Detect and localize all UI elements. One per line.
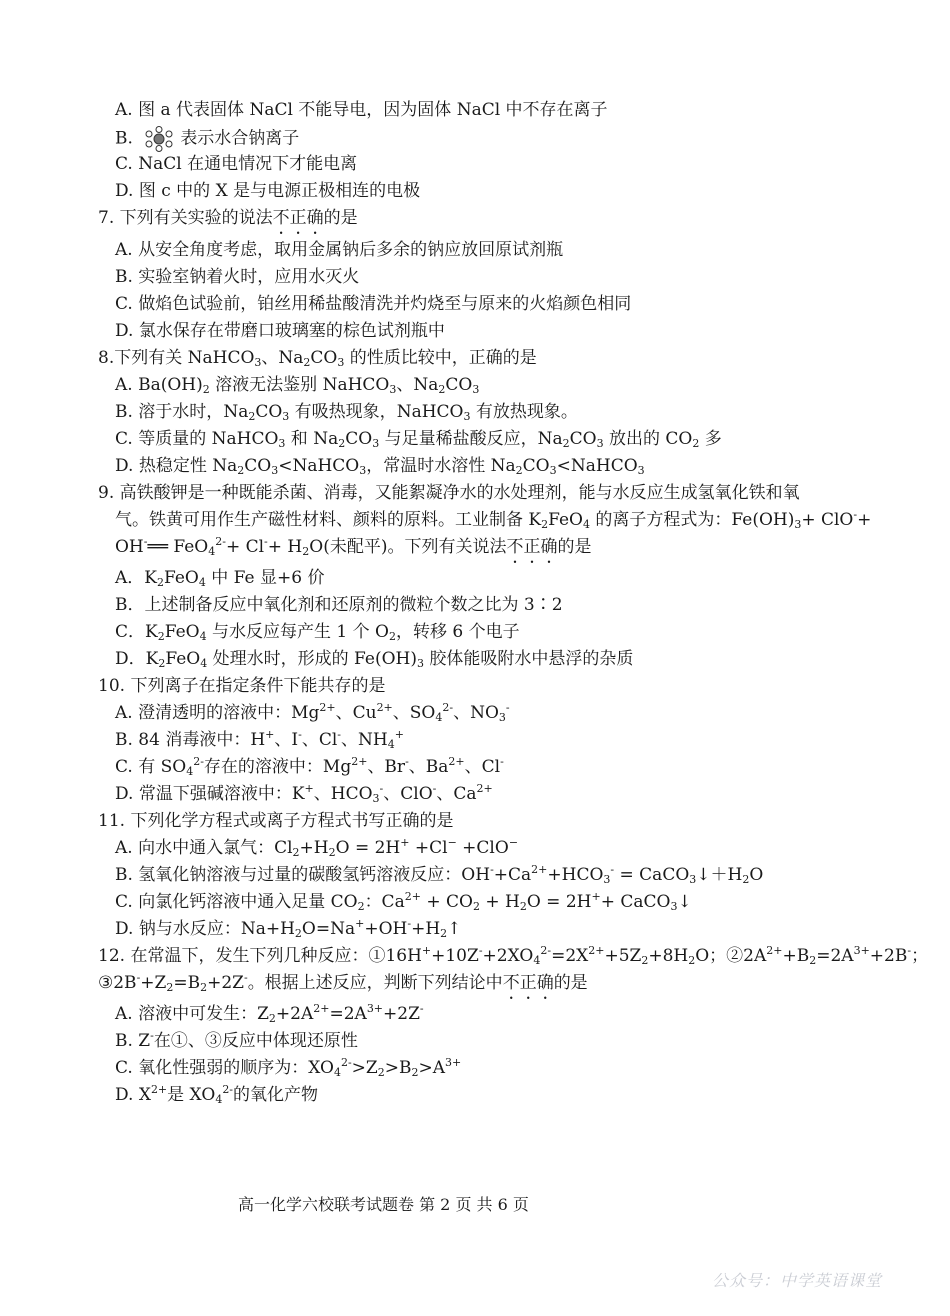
q11-option-c: C. 向氯化钙溶液中通入足量 $CO_2$：$Ca^{2+} + CO_2 + H_2O = 2H^++$ CaCO$_3$↓ (115, 890, 692, 913)
q12-stem-line2: $③2B^-+Z_2=B_2+2Z^-$。根据上述反应，判断下列结论中不正确的是 (98, 971, 588, 994)
q9-option-a: A．$K_2FeO_4$ 中 Fe 显+6 价 (115, 568, 325, 589)
q6-option-d: D. 图 c 中的 X 是与电源正极相连的电极 (115, 181, 421, 201)
q9-option-c: C．$K_2FeO_4$ 与水反应每产生 1 个 $O_2$，转移 6 个电子 (115, 622, 520, 643)
q8-stem: 8.下列有关 NaHCO$_3$、$Na_2CO_3$ 的性质比较中，正确的是 (98, 348, 537, 369)
q9-stem-line2: 气。铁黄可用作生产磁性材料、颜料的原料。工业制备 $K_2FeO_4$ 的离子方程式为：$Fe(OH)_3+ ClO^-+$ (115, 508, 872, 531)
q11-option-a: A. 向水中通入氯气：$Cl_2+H_2O = 2H^+ +Cl^- +ClO^-$ (115, 836, 519, 859)
q7-option-c: C. 做焰色试验前，铂丝用稀盐酸清洗并灼烧至与原来的火焰颜色相同 (115, 294, 632, 314)
q9-stem-line1: 9. 高铁酸钾是一种既能杀菌、消毒，又能絮凝净水的水处理剂，能与水反应生成氢氧化铁和氧 (98, 483, 800, 503)
q6-option-a: A. 图 a 代表固体 NaCl 不能导电，因为固体 NaCl 中不存在离子 (115, 100, 608, 120)
q6-option-b: B. 表示水合钠离子 (115, 126, 299, 152)
q8-option-c: C. 等质量的 NaHCO$_3$ 和 $Na_2CO_3$ 与足量稀盐酸反应，$Na_2CO_3$ 放出的 $CO_2$ 多 (115, 429, 722, 450)
q7-option-d: D. 氯水保存在带磨口玻璃塞的棕色试剂瓶中 (115, 321, 445, 341)
q11-stem: 11. 下列化学方程式或离子方程式书写正确的是 (98, 811, 454, 831)
q7-stem: 7. 下列有关实验的说法不正确的是 (98, 208, 358, 228)
q6-option-c: C. NaCl 在通电情况下才能电离 (115, 154, 358, 174)
q11-option-b: B. 氢氧化钠溶液与过量的碳酸氢钙溶液反应：$OH^-+Ca^{2+}+HCO_3^-$ = $CaCO_3↓+H_2O$ (115, 863, 764, 886)
q12-option-a: A. 溶液中可发生：$Z_2+2A^{2+}=2A^{3+}+2Z^-$ (115, 1002, 424, 1025)
q10-option-b: B. 84 消毒液中：H+、I-、Cl-、$NH_4^+$ (115, 728, 404, 751)
q9-option-b: B．上述制备反应中氧化剂和还原剂的微粒个数之比为 3∶2 (115, 595, 563, 615)
q8-option-d: D. 热稳定性 $Na_2CO_3<NaHCO_3$，常温时水溶性 $Na_2CO_3<NaHCO_3$ (115, 456, 645, 477)
q12-stem-line1: 12. 在常温下，发生下列几种反应：$①16H^++10Z^-+2XO_4^{2-}=2X^{2+}+5Z_2+8H_2O$；$②2A^{2+}+B_2=2A^{3+}+2B^-$； (98, 944, 929, 967)
q10-option-c: C. 有 $SO_4^{2-}$存在的溶液中：$Mg^{2+}$、Br-、$Ba^{2+}$、Cl- (115, 755, 504, 778)
q12-option-c: C. 氧化性强弱的顺序为：$XO_4^{2-}>Z_2>B_2>A^{3+}$ (115, 1056, 462, 1079)
q7-option-a: A. 从安全角度考虑，取用金属钠后多余的钠应放回原试剂瓶 (115, 240, 564, 260)
q8-option-b: B. 溶于水时，$Na_2CO_3$ 有吸热现象，NaHCO$_3$ 有放热现象。 (115, 402, 578, 423)
q9-option-d: D．$K_2FeO_4$ 处理水时，形成的 $Fe(OH)_3$ 胶体能吸附水中悬浮的杂质 (115, 649, 634, 670)
q10-option-d: D. 常温下强碱溶液中：K+、$HCO_3^-$、ClO-、$Ca^{2+}$ (115, 782, 493, 805)
q12-option-b: B. Z-在①、③反应中体现还原性 (115, 1029, 358, 1051)
q9-stem-line3: OH-══ $FeO_4^{2-}+ Cl^-+ H_2O$(未配平)。下列有关说法不正确的是 (115, 535, 592, 558)
q12-option-d: D. $X^{2+}$是 $XO_4^{2-}$的氧化产物 (115, 1083, 319, 1106)
q10-option-a: A. 澄清透明的溶液中：$Mg^{2+}$、$Cu^{2+}$、$SO_4^{2-}$、$NO_3^-$ (115, 701, 510, 724)
watermark: 公众号：中学英语课堂 (712, 1271, 883, 1290)
q10-stem: 10. 下列离子在指定条件下能共存的是 (98, 676, 386, 696)
page-footer: 高一化学六校联考试题卷 第 2 页 共 6 页 (238, 1195, 529, 1214)
q8-option-a: A. $Ba(OH)_2$ 溶液无法鉴别 NaHCO$_3$、$Na_2CO_3$ (115, 375, 480, 396)
q11-option-d: D. 钠与水反应：$Na+H_2O=Na^++OH^-+H_2↑$ (115, 917, 462, 940)
q7-option-b: B. 实验室钠着火时，应用水灭火 (115, 267, 360, 287)
hydrated-sodium-ion-icon (142, 126, 176, 152)
